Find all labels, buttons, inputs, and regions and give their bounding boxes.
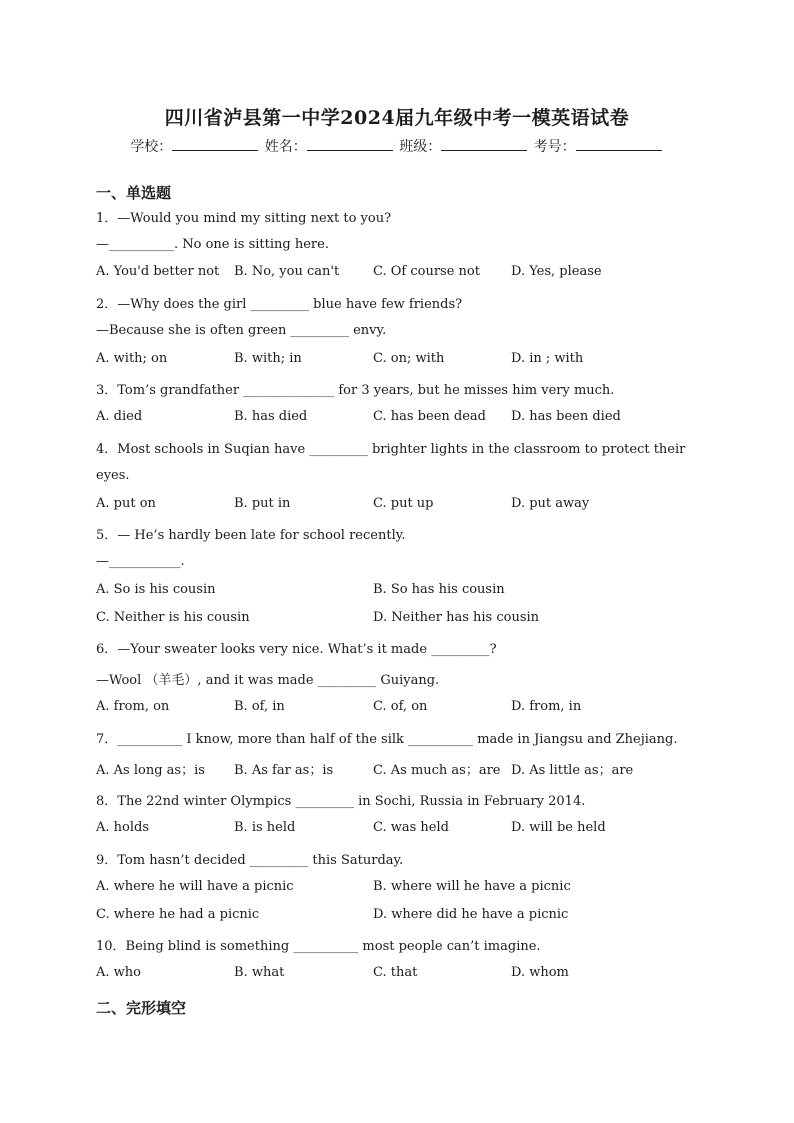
question-6-option-b[interactable]: B. of, in <box>234 699 285 714</box>
question-7-option-d[interactable]: D. As little as；are <box>511 763 634 778</box>
question-4-option-a[interactable]: A. put on <box>96 496 156 511</box>
question-7-option-b[interactable]: B. As far as；is <box>234 763 334 778</box>
section-heading-single-choice: 一、单选题 <box>96 184 172 202</box>
question-10-option-c[interactable]: C. that <box>373 965 418 980</box>
school-field[interactable] <box>172 138 258 151</box>
question-5-option-d[interactable]: D. Neither has his cousin <box>373 610 540 625</box>
question-2-option-a[interactable]: A. with; on <box>96 351 168 366</box>
question-2-option-c[interactable]: C. on; with <box>373 351 445 366</box>
question-1-option-c[interactable]: C. Of course not <box>373 264 480 279</box>
question-9-option-a[interactable]: A. where he will have a picnic <box>96 879 294 894</box>
question-9-option-b[interactable]: B. where will he have a picnic <box>373 879 571 894</box>
question-8-option-a[interactable]: A. holds <box>96 820 150 835</box>
question-5-option-b[interactable]: B. So has his cousin <box>373 582 505 597</box>
name-label: 姓名： <box>264 139 307 155</box>
question-6-option-a[interactable]: A. from, on <box>96 699 170 714</box>
question-5-stem: 5．— He’s hardly been late for school recently. <box>96 528 406 543</box>
question-10-option-d[interactable]: D. whom <box>511 965 569 980</box>
question-1-option-d[interactable]: D. Yes, please <box>511 264 602 279</box>
question-3-option-d[interactable]: D. has been died <box>511 409 621 424</box>
question-8-stem: 8．The 22nd winter Olympics _________ in Sochi, Russia in February 2014. <box>96 794 586 809</box>
question-3-option-c[interactable]: C. has been dead <box>373 409 486 424</box>
question-4-option-b[interactable]: B. put in <box>234 496 291 511</box>
question-9-option-c[interactable]: C. where he had a picnic <box>96 907 260 922</box>
student-info-row <box>0 136 794 156</box>
question-1-option-b[interactable]: B. No, you can't <box>234 264 340 279</box>
question-4-stem: 4．Most schools in Suqian have _________ brighter lights in the classroom to protect their <box>96 442 686 457</box>
number-label: 考号： <box>533 139 576 155</box>
question-8-option-c[interactable]: C. was held <box>373 820 449 835</box>
question-3-option-a[interactable]: A. died <box>96 409 143 424</box>
question-10-option-a[interactable]: A. who <box>96 965 141 980</box>
question-9-option-d[interactable]: D. where did he have a picnic <box>373 907 569 922</box>
question-6-stem-2: —Wool （羊毛）, and it was made _________ Guiyang. <box>96 673 440 688</box>
question-7-option-c[interactable]: C. As much as；are <box>373 763 501 778</box>
school-label: 学校： <box>130 139 173 155</box>
question-10-option-b[interactable]: B. what <box>234 965 285 980</box>
question-1-stem-2: —__________. No one is sitting here. <box>96 237 329 252</box>
question-3-option-b[interactable]: B. has died <box>234 409 308 424</box>
question-5-option-c[interactable]: C. Neither is his cousin <box>96 610 250 625</box>
number-field[interactable] <box>576 138 662 151</box>
class-label: 班级： <box>399 139 442 155</box>
question-4-stem-2: eyes. <box>96 468 130 483</box>
question-4-option-d[interactable]: D. put away <box>511 496 590 511</box>
question-4-option-c[interactable]: C. put up <box>373 496 434 511</box>
question-2-option-d[interactable]: D. in ; with <box>511 351 584 366</box>
question-8-option-b[interactable]: B. is held <box>234 820 296 835</box>
question-1-stem: 1．—Would you mind my sitting next to you? <box>96 211 392 226</box>
question-6-stem: 6．—Your sweater looks very nice. What’s it made _________? <box>96 642 497 657</box>
question-6-option-c[interactable]: C. of, on <box>373 699 428 714</box>
question-8-option-d[interactable]: D. will be held <box>511 820 606 835</box>
question-7-stem: 7．__________ I know, more than half of the silk __________ made in Jiangsu and Zhejiang. <box>96 732 678 747</box>
question-2-stem: 2．—Why does the girl _________ blue have few friends? <box>96 297 463 312</box>
question-6-option-d[interactable]: D. from, in <box>511 699 582 714</box>
question-10-stem: 10．Being blind is something __________ most people can’t imagine. <box>96 939 541 954</box>
name-field[interactable] <box>307 138 393 151</box>
section-heading-cloze: 二、完形填空 <box>96 999 187 1017</box>
question-3-stem: 3．Tom’s grandfather ______________ for 3 years, but he misses him very much. <box>96 383 615 398</box>
question-5-stem-2: —___________. <box>96 554 185 569</box>
question-2-stem-2: —Because she is often green _________ envy. <box>96 323 387 338</box>
question-5-option-a[interactable]: A. So is his cousin <box>96 582 216 597</box>
question-2-option-b[interactable]: B. with; in <box>234 351 302 366</box>
question-1-option-a[interactable]: A. You'd better not <box>96 264 220 279</box>
question-9-stem: 9．Tom hasn’t decided _________ this Saturday. <box>96 853 404 868</box>
page-title: 四川省泸县第一中学2024届九年级中考一模英语试卷 <box>164 107 630 129</box>
question-7-option-a[interactable]: A. As long as；is <box>96 763 205 778</box>
class-field[interactable] <box>441 138 527 151</box>
